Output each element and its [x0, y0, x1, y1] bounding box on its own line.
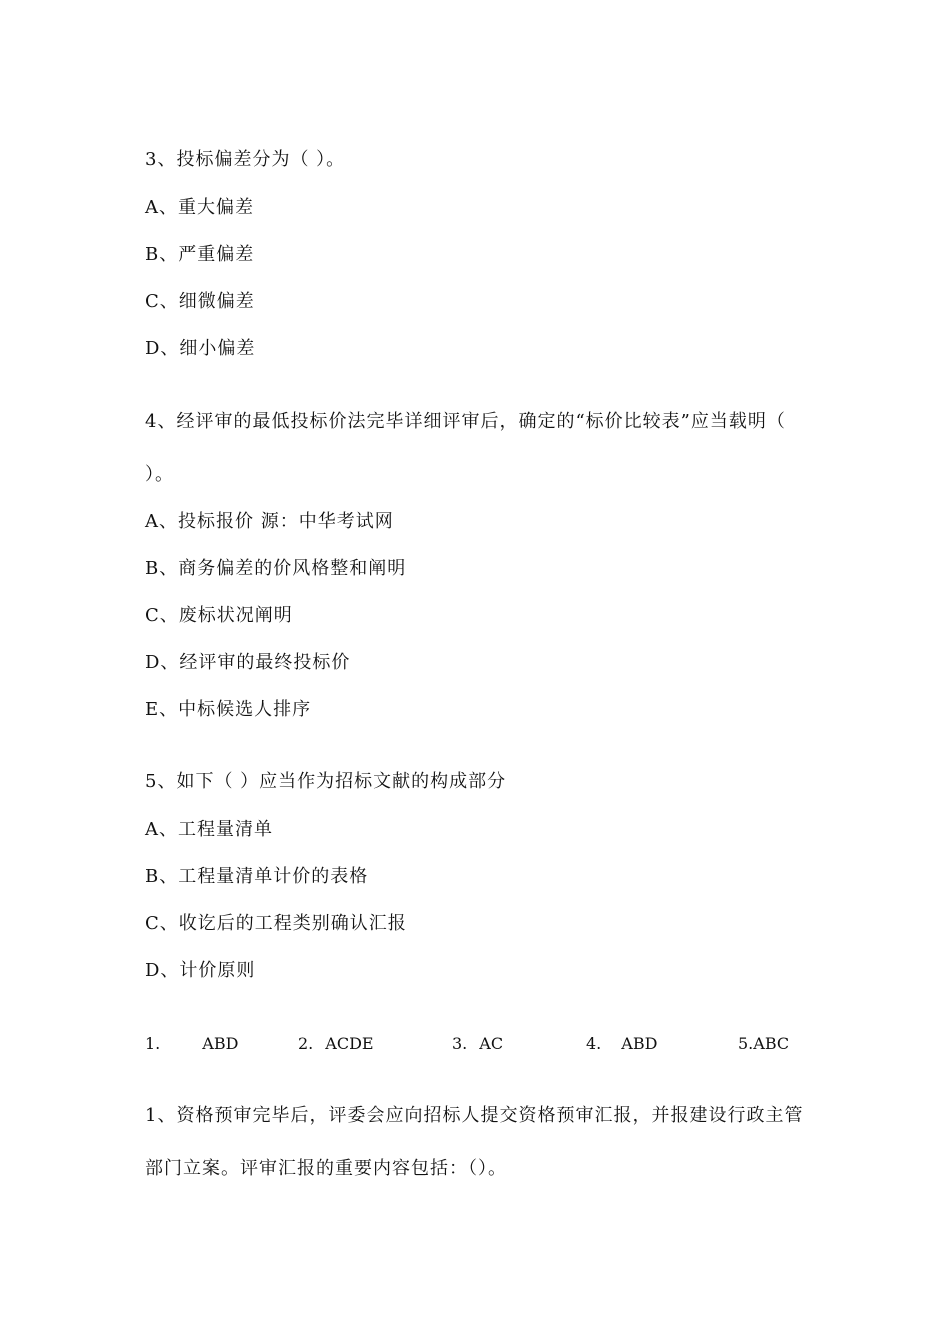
question-4-option-b: B、商务偏差的价风格整和阐明	[145, 558, 407, 579]
question-4-option-e: E、中标候选人排序	[145, 699, 312, 720]
answer-number: 3.	[452, 1034, 468, 1053]
answer-key-row	[0, 1032, 950, 1056]
question-3-option-d: D、细小偏差	[145, 338, 256, 359]
question-5-option-b: B、工程量清单计价的表格	[145, 866, 369, 887]
answer-number: 5.	[738, 1034, 754, 1053]
answer-item	[452, 1032, 503, 1056]
answer-value: AC	[479, 1034, 504, 1053]
answer-number: 2.	[298, 1034, 314, 1053]
question-5-option-d: D、计价原则	[145, 960, 256, 981]
question-5-option-c: C、收讫后的工程类别确认汇报	[145, 913, 407, 934]
question-3-stem: 3、投标偏差分为（ ）。	[145, 149, 346, 170]
question-4-option-d: D、经评审的最终投标价	[145, 652, 351, 673]
question-3-option-c: C、细微偏差	[145, 291, 255, 312]
answer-value: ABD	[621, 1034, 658, 1053]
question-4-stem-line1: 4、经评审的最低投标价法完毕详细评审后，确定的“标价比较表”应当载明（	[145, 411, 786, 432]
question-3-option-b: B、严重偏差	[145, 244, 255, 265]
question-5-option-a: A、工程量清单	[145, 819, 273, 840]
answer-value: ACDE	[325, 1034, 374, 1053]
answer-number: 1.	[145, 1034, 161, 1053]
question-4-option-a: A、投标报价 源：中华考试网	[145, 511, 394, 532]
question-4-stem-line2: ）。	[145, 464, 174, 485]
next-question-1-line1: 1、资格预审完毕后，评委会应向招标人提交资格预审汇报，并报建设行政主管	[145, 1105, 804, 1126]
answer-item	[145, 1032, 238, 1056]
question-3-option-a: A、重大偏差	[145, 197, 254, 218]
question-5-stem: 5、如下（ ）应当作为招标文献的构成部分	[145, 771, 507, 792]
answer-item	[586, 1032, 657, 1056]
question-4-option-c: C、废标状况阐明	[145, 605, 293, 626]
next-question-1-line2: 部门立案。评审汇报的重要内容包括：（）。	[145, 1158, 507, 1179]
answer-value: ABD	[202, 1034, 239, 1053]
answer-item	[298, 1032, 374, 1056]
answer-value: ABC	[753, 1034, 790, 1053]
answer-number: 4.	[586, 1034, 602, 1053]
answer-item	[738, 1032, 789, 1056]
